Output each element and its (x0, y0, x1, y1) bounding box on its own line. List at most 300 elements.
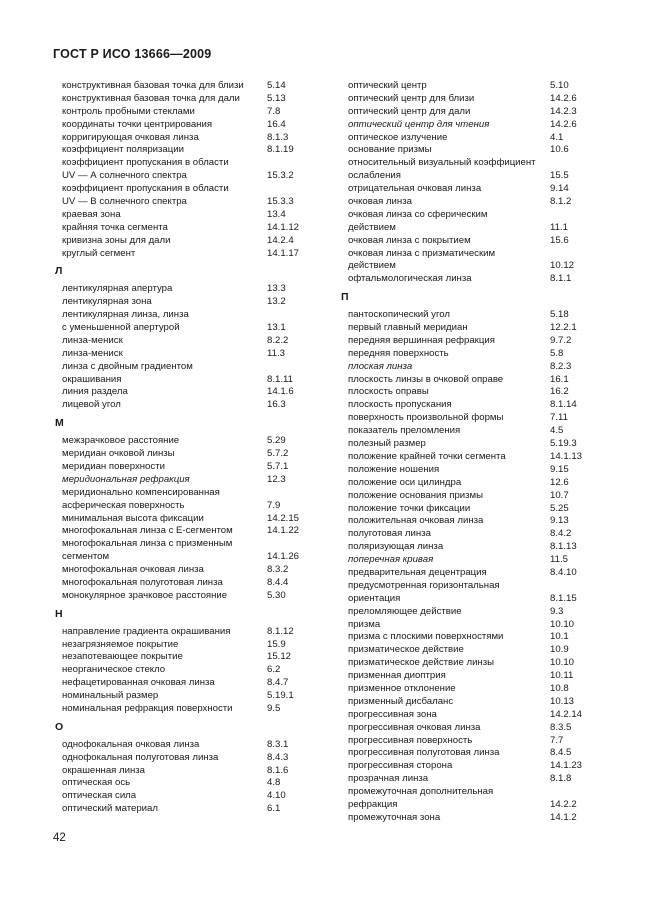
index-term: UV — В солнечного спектра (62, 196, 187, 208)
index-entry (53, 790, 321, 803)
index-entry (53, 435, 321, 448)
index-term: коэффициент пропускания в области (62, 157, 229, 169)
index-term: многофокальная очковая линза (62, 564, 204, 576)
index-reference: 12.2.1 (550, 322, 577, 334)
index-term: передняя вершинная рефракция (348, 334, 495, 346)
index-term: лентикулярная апертура (62, 283, 173, 295)
index-entry (53, 461, 321, 474)
index-term: оптический материал (62, 803, 158, 815)
index-term: очковая линза (348, 196, 412, 208)
index-reference: 6.1 (267, 803, 281, 815)
index-reference: 8.2.3 (550, 360, 572, 372)
index-entry (53, 248, 321, 261)
index-term: оптический центр для чтения (348, 118, 490, 130)
index-reference: 8.1.19 (267, 144, 294, 156)
index-entry (53, 283, 321, 296)
index-entry (53, 399, 321, 412)
index-entry (339, 580, 594, 593)
index-reference: 10.8 (550, 682, 569, 694)
index-entry (53, 639, 321, 652)
index-entry (339, 528, 594, 541)
index-entry (339, 425, 594, 438)
index-entry (339, 399, 594, 412)
index-term: минимальная высота фиксации (62, 512, 204, 524)
index-reference: 14.1.2 (550, 811, 577, 823)
index-entry (53, 335, 321, 348)
index-entry (53, 513, 321, 526)
index-term: коэффициент поляризации (62, 144, 184, 156)
index-reference: 8.3.1 (267, 738, 289, 750)
index-reference: 14.2.6 (550, 92, 577, 104)
index-reference: 5.7.2 (267, 448, 289, 460)
index-reference: 9.15 (550, 463, 569, 475)
index-reference: 8.3.2 (267, 564, 289, 576)
index-entry (339, 438, 594, 451)
index-term: действием (348, 221, 396, 233)
index-entry (339, 657, 594, 670)
index-entry (339, 386, 594, 399)
index-entry (339, 567, 594, 580)
index-entry (53, 448, 321, 461)
index-reference: 14.1.23 (550, 760, 583, 772)
index-reference: 10.7 (550, 489, 569, 501)
index-entry (339, 619, 594, 632)
index-entry (53, 144, 321, 157)
index-reference: 10.1 (550, 631, 569, 643)
index-term: оптическое излучение (348, 131, 448, 143)
index-reference: 7.8 (267, 105, 281, 117)
index-reference: 8.1.6 (267, 764, 289, 776)
index-term: прогрессивная зона (348, 708, 437, 720)
index-term: окрашивания (62, 373, 122, 385)
index-entry (53, 209, 321, 222)
index-term: номинальная рефракция поверхности (62, 702, 233, 714)
index-term: коэффициент пропускания в области (62, 183, 229, 195)
index-term: предусмотренная горизонтальная (348, 579, 500, 591)
index-reference: 5.25 (550, 502, 569, 514)
index-reference: 4.1 (550, 131, 564, 143)
index-reference: 5.19.1 (267, 690, 294, 702)
index-term: действием (348, 260, 396, 272)
index-term: круглый сегмент (62, 247, 136, 259)
index-reference: 9.13 (550, 515, 569, 527)
index-term: плоскость пропускания (348, 399, 452, 411)
index-reference: 8.3.5 (550, 721, 572, 733)
index-reference: 13.1 (267, 322, 286, 334)
index-reference: 5.10 (550, 80, 569, 91)
index-entry (339, 773, 594, 786)
index-entry (339, 451, 594, 464)
index-term: поперечная кривая (348, 554, 434, 566)
index-reference: 9.5 (267, 702, 281, 714)
index-reference: 10.13 (550, 695, 575, 707)
index-reference: 8.1.1 (550, 273, 572, 285)
index-entry (339, 335, 594, 348)
index-reference: 10.11 (550, 670, 574, 682)
index-entry (53, 93, 321, 106)
index-reference: 4.5 (550, 425, 564, 437)
index-term: конструктивная базовая точка для дали (62, 92, 240, 104)
index-reference: 5.30 (267, 589, 286, 601)
index-term: окрашенная линза (62, 764, 146, 776)
index-reference: 8.1.15 (550, 592, 577, 604)
index-reference: 15.5 (550, 170, 569, 182)
index-entry (339, 93, 594, 106)
section-letter: Н (55, 607, 63, 620)
index-entry (339, 309, 594, 322)
index-entry (53, 564, 321, 577)
index-term: положение основания призмы (348, 489, 484, 501)
index-reference: 5.14 (267, 80, 286, 91)
index-term: отрицательная очковая линза (348, 183, 482, 195)
index-entry (53, 703, 321, 716)
index-reference: 11.5 (550, 554, 568, 566)
index-entry (339, 170, 594, 183)
index-term: прогрессивная поверхность (348, 734, 473, 746)
index-entry (53, 222, 321, 235)
index-term: координаты точки центрирования (62, 118, 213, 130)
index-reference: 13.3 (267, 283, 286, 295)
index-entry (339, 235, 594, 248)
index-term: положение крайней точки сегмента (348, 450, 506, 462)
section-letter: О (55, 720, 64, 733)
index-term: монокулярное зрачковое расстояние (62, 589, 228, 601)
index-term: плоскость оправы (348, 386, 429, 398)
index-term: лицевой угол (62, 399, 121, 411)
index-entry (53, 577, 321, 590)
index-term: ориентация (348, 592, 401, 604)
index-term: линия раздела (62, 386, 128, 398)
index-term: контроль пробными стеклами (62, 105, 195, 117)
index-reference: 4.10 (267, 790, 286, 802)
index-term: с уменьшенной апертурой (62, 322, 180, 334)
index-entry (53, 309, 321, 322)
index-entry (339, 490, 594, 503)
index-reference: 14.2.14 (550, 708, 583, 720)
index-entry (339, 812, 594, 825)
index-entry (339, 119, 594, 132)
section-letter: П (341, 291, 349, 304)
page-header: ГОСТ Р ИСО 13666—2009 (53, 47, 212, 61)
index-term: меридиан поверхности (62, 460, 165, 472)
index-term: прозрачная линза (348, 773, 429, 785)
index-term: лентикулярная линза, линза (62, 309, 189, 321)
index-term: нефацетированная очковая линза (62, 677, 215, 689)
index-term: призменный дисбаланс (348, 695, 454, 707)
index-term: основание призмы (348, 144, 432, 156)
index-entry (339, 722, 594, 735)
index-entry (339, 631, 594, 644)
index-term: линза с двойным градиентом (62, 360, 193, 372)
index-term: призма с плоскими поверхностями (348, 631, 504, 643)
index-reference: 15.3.2 (267, 170, 294, 182)
index-entry (53, 80, 321, 93)
index-entry (339, 183, 594, 196)
index-reference: 6.2 (267, 664, 281, 676)
index-entry (339, 273, 594, 286)
index-entry (339, 248, 594, 261)
index-reference: 8.1.11 (267, 373, 293, 385)
index-term: пантоскопический угол (348, 309, 450, 321)
index-reference: 8.2.2 (267, 334, 289, 346)
index-entry (53, 374, 321, 387)
index-reference: 10.6 (550, 144, 569, 156)
index-term: очковая линза с призматическим (348, 247, 496, 259)
index-reference: 8.1.13 (550, 541, 577, 553)
index-entry (53, 296, 321, 309)
index-reference: 9.3 (550, 605, 564, 617)
index-entry (339, 132, 594, 145)
index-entry (339, 222, 594, 235)
index-term: многофокальная полуготовая линза (62, 576, 223, 588)
index-term: прогрессивная сторона (348, 760, 453, 772)
index-term: незапотевающее покрытие (62, 651, 183, 663)
index-entry (53, 690, 321, 703)
index-entry (339, 799, 594, 812)
index-reference: 8.4.10 (550, 566, 577, 578)
index-term: положительная очковая линза (348, 515, 484, 527)
index-reference: 15.3.3 (267, 196, 294, 208)
index-term: поверхность произвольной формы (348, 412, 504, 424)
index-reference: 5.13 (267, 92, 286, 104)
index-reference: 8.1.8 (550, 773, 572, 785)
index-reference: 5.19.3 (550, 438, 577, 450)
index-entry (53, 132, 321, 145)
index-reference: 8.4.2 (550, 528, 572, 540)
index-entry (339, 374, 594, 387)
index-reference: 5.8 (550, 347, 564, 359)
index-entry (339, 209, 594, 222)
index-term: ослабления (348, 170, 401, 182)
index-reference: 10.10 (550, 618, 575, 630)
index-term: линза-мениск (62, 334, 123, 346)
index-entry (339, 412, 594, 425)
index-reference: 10.9 (550, 644, 569, 656)
page-number: 42 (53, 832, 66, 844)
index-entry (339, 157, 594, 170)
index-entry (339, 670, 594, 683)
index-term: положение оси цилиндра (348, 476, 462, 488)
index-column-left (53, 80, 321, 816)
index-term: полуготовая линза (348, 528, 431, 540)
index-entry (339, 144, 594, 157)
index-entry (53, 386, 321, 399)
index-term: передняя поверхность (348, 347, 449, 359)
index-reference: 8.1.14 (550, 399, 577, 411)
index-entry (53, 590, 321, 603)
index-reference: 9.7.2 (550, 334, 572, 346)
index-term: относительный визуальный коэффициент (348, 157, 536, 169)
index-entry (53, 106, 321, 119)
index-reference: 13.4 (267, 208, 286, 220)
index-entry (339, 464, 594, 477)
index-term: преломляющее действие (348, 605, 462, 617)
index-term: плоскость линзы в очковой оправе (348, 373, 504, 385)
index-entry (53, 170, 321, 183)
index-reference: 14.2.3 (550, 105, 577, 117)
index-term: краевая зона (62, 208, 121, 220)
index-entry (53, 651, 321, 664)
index-term: предварительная децентрация (348, 566, 487, 578)
index-entry (339, 593, 594, 606)
index-term: оптическая сила (62, 790, 137, 802)
index-entry (53, 765, 321, 778)
index-entry (53, 538, 321, 551)
index-term: офтальмологическая линза (348, 273, 472, 285)
index-entry (339, 196, 594, 209)
index-reference: 14.1.17 (267, 247, 300, 259)
index-term: поляризующая линза (348, 541, 444, 553)
index-entry (53, 803, 321, 816)
index-term: многофокальная линза с E-сегментом (62, 525, 233, 537)
index-reference: 16.2 (550, 386, 569, 398)
index-entry (53, 196, 321, 209)
index-reference: 10.10 (550, 657, 575, 669)
index-reference: 13.2 (267, 296, 286, 308)
index-entry (53, 626, 321, 639)
index-reference: 10.12 (550, 260, 575, 272)
index-reference: 14.1.6 (267, 386, 294, 398)
index-entry (53, 487, 321, 500)
index-reference: 16.3 (267, 399, 286, 411)
index-reference: 8.4.4 (267, 576, 289, 588)
index-entry (339, 760, 594, 773)
index-term: меридионально компенсированная (62, 486, 220, 498)
index-entry (339, 503, 594, 516)
index-entry (53, 551, 321, 564)
index-reference: 5.18 (550, 309, 569, 321)
section-letter: М (55, 417, 64, 430)
index-term: незагрязняемое покрытие (62, 638, 179, 650)
index-reference: 16.1 (550, 373, 569, 385)
index-reference: 8.1.2 (550, 196, 572, 208)
index-entry (339, 554, 594, 567)
index-term: меридиан очковой линзы (62, 448, 175, 460)
index-term: крайняя точка сегмента (62, 221, 168, 233)
index-term: показатель преломления (348, 425, 461, 437)
index-entry (339, 683, 594, 696)
index-reference: 14.1.26 (267, 551, 300, 563)
index-term: очковая линза со сферическим (348, 208, 488, 220)
index-entry (53, 500, 321, 513)
index-term: оптический центр (348, 80, 427, 91)
index-reference: 9.14 (550, 183, 569, 195)
index-term: UV — А солнечного спектра (62, 170, 187, 182)
index-entry (53, 348, 321, 361)
index-term: лентикулярная зона (62, 296, 152, 308)
index-term: призматическое действие линзы (348, 657, 495, 669)
index-reference: 8.1.3 (267, 131, 289, 143)
index-reference: 15.9 (267, 638, 286, 650)
index-reference: 8.1.12 (267, 625, 294, 637)
index-reference: 14.2.15 (267, 512, 300, 524)
index-term: очковая линза с покрытием (348, 234, 471, 246)
index-reference: 15.12 (267, 651, 292, 663)
index-term: призма (348, 618, 381, 630)
index-term: номинальный размер (62, 690, 159, 702)
index-entry (339, 709, 594, 722)
index-term: межзрачковое расстояние (62, 435, 180, 447)
index-reference: 8.4.3 (267, 751, 289, 763)
index-entry (53, 739, 321, 752)
index-term: многофокальная линза с призменным (62, 538, 233, 550)
index-term: положение ношения (348, 463, 440, 475)
index-entry (53, 183, 321, 196)
index-entry (53, 777, 321, 790)
index-term: полезный размер (348, 438, 426, 450)
index-entry (53, 322, 321, 335)
index-entry (53, 525, 321, 538)
index-entry (339, 644, 594, 657)
index-term: меридиональная рефракция (62, 473, 190, 485)
index-reference: 14.1.22 (267, 525, 300, 537)
index-entry (339, 735, 594, 748)
index-term: плоская линза (348, 360, 413, 372)
section-letter: Л (55, 265, 63, 278)
index-entry (339, 541, 594, 554)
index-term: рефракция (348, 798, 398, 810)
index-term: положение точки фиксации (348, 502, 471, 514)
index-entry (339, 260, 594, 273)
index-term: кривизна зоны для дали (62, 234, 171, 246)
index-term: призменная диоптрия (348, 670, 446, 682)
index-reference: 8.4.5 (550, 747, 572, 759)
index-reference: 15.6 (550, 234, 569, 246)
index-term: конструктивная базовая точка для близи (62, 80, 244, 91)
index-term: направление градиента окрашивания (62, 625, 231, 637)
index-reference: 11.1 (550, 221, 568, 233)
index-reference: 12.3 (267, 473, 286, 485)
index-entry (339, 786, 594, 799)
index-reference: 8.4.7 (267, 677, 289, 689)
index-term: промежуточная зона (348, 811, 441, 823)
index-reference: 4.8 (267, 777, 281, 789)
index-entry (53, 235, 321, 248)
index-entry (339, 515, 594, 528)
index-reference: 5.7.1 (267, 460, 289, 472)
index-entry (339, 361, 594, 374)
index-entry (53, 157, 321, 170)
index-entry (53, 474, 321, 487)
index-reference: 5.29 (267, 435, 286, 447)
index-entry (53, 664, 321, 677)
index-entry (339, 696, 594, 709)
index-entry (339, 477, 594, 490)
index-term: однофокальная очковая линза (62, 738, 200, 750)
index-term: прогрессивная очковая линза (348, 721, 481, 733)
index-reference: 7.11 (550, 412, 568, 424)
index-entry (53, 119, 321, 132)
index-entry (53, 677, 321, 690)
index-reference: 12.6 (550, 476, 569, 488)
index-term: сегментом (62, 551, 110, 563)
index-column-right (339, 80, 594, 825)
index-entry (53, 752, 321, 765)
index-reference: 14.2.2 (550, 798, 577, 810)
index-term: однофокальная полуготовая линза (62, 751, 219, 763)
index-entry (339, 106, 594, 119)
index-term: призматическое действие (348, 644, 464, 656)
index-reference: 14.1.12 (267, 221, 300, 233)
index-entry (339, 80, 594, 93)
index-entry (339, 606, 594, 619)
index-term: промежуточная дополнительная (348, 786, 494, 798)
index-term: оптический центр для дали (348, 105, 471, 117)
index-term: асферическая поверхность (62, 499, 185, 511)
index-reference: 7.9 (267, 499, 281, 511)
index-reference: 14.1.13 (550, 450, 583, 462)
index-term: корригирующая очковая линза (62, 131, 199, 143)
